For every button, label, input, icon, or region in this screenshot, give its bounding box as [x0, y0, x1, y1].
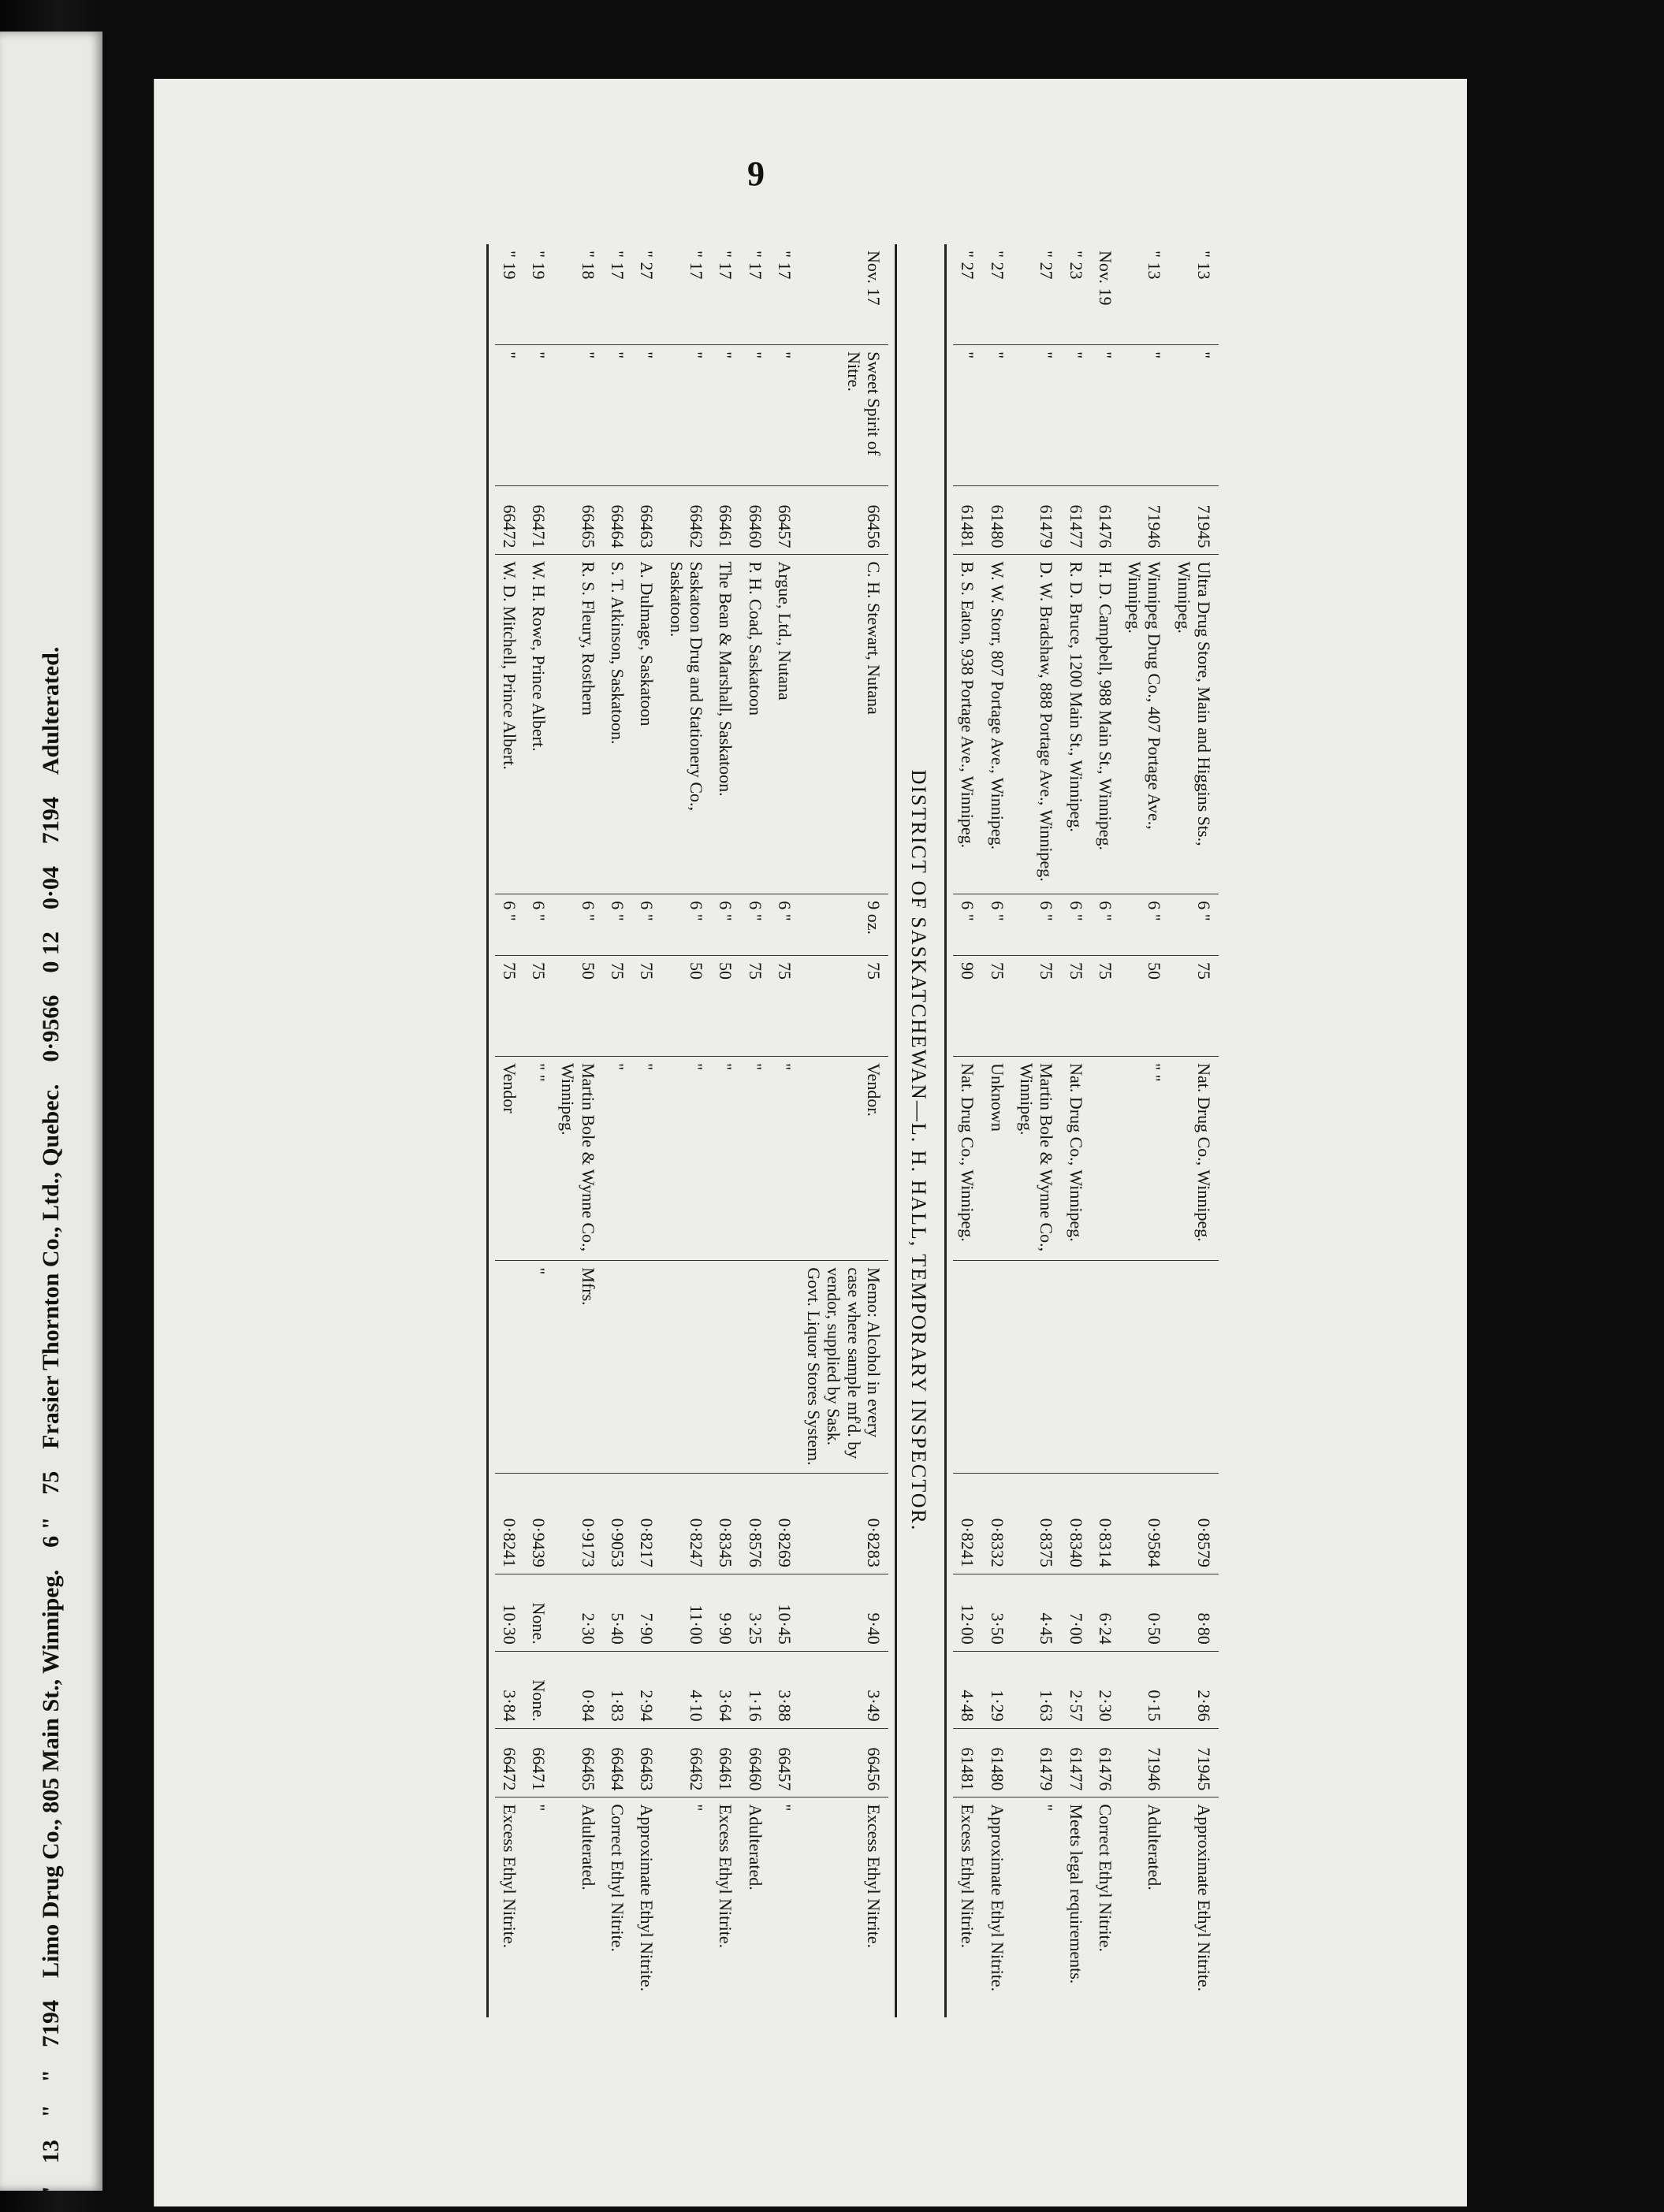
price-cell: 75 — [524, 955, 553, 1056]
table-row — [1091, 244, 1120, 2017]
article-cell: " — [1169, 345, 1219, 486]
previous-page-cell: Limo Drug Co., 805 Main St., Winnipeg. — [38, 1569, 64, 1979]
quantity-cell: 6 " — [603, 894, 632, 956]
date-cell: Nov. 17 — [864, 251, 884, 306]
vendor-cell: S. T. Atkinson, Saskatoon. — [603, 555, 632, 894]
vendor-cell: W. W. Storr, 807 Portage Ave., Winnipeg. — [982, 555, 1011, 894]
table-row — [982, 244, 1011, 2017]
alcohol-cell: 11·00 — [661, 1574, 711, 1651]
price-cell: 75 — [770, 955, 799, 1056]
date-cell: " 17 — [686, 251, 706, 280]
quantity-cell: 6 " — [711, 894, 740, 956]
quantity-cell: 6 " — [661, 894, 711, 956]
table-row — [1012, 244, 1062, 2017]
price-cell: 50 — [1120, 955, 1170, 1056]
table-row — [495, 244, 524, 2017]
sample-number-repeat-cell: 66462 — [661, 1728, 711, 1797]
result-cell: Adulterated. — [553, 1797, 603, 2017]
remark-cell — [982, 1261, 1011, 1473]
previous-page-cell: " — [38, 2185, 64, 2199]
article-cell: " — [770, 345, 799, 486]
table-row — [711, 244, 740, 2017]
previous-page-cell: 6 " — [38, 1516, 64, 1548]
specific-gravity-cell: 0·8375 — [1012, 1473, 1062, 1574]
remark-cell — [1169, 1261, 1219, 1473]
sample-number-repeat-cell: 61480 — [982, 1728, 1011, 1797]
table-row — [1061, 244, 1090, 2017]
sample-number-cell: 71946 — [1120, 485, 1170, 555]
nitrite-cell: 1·16 — [740, 1651, 769, 1728]
remark-cell — [1012, 1261, 1062, 1473]
alcohol-cell: 10·30 — [495, 1574, 524, 1651]
vendor-cell: D. W. Bradshaw, 888 Portage Ave., Winnipeg. — [1012, 555, 1062, 894]
result-cell: Excess Ethyl Nitrite. — [711, 1797, 740, 2017]
nitrite-cell: 3·64 — [711, 1651, 740, 1728]
result-cell: Approximate Ethyl Nitrite. — [1169, 1797, 1219, 2017]
remark-cell — [740, 1261, 769, 1473]
price-cell: 75 — [1169, 955, 1219, 1056]
specific-gravity-cell: 0·9173 — [553, 1473, 603, 1574]
previous-page-cell: " — [38, 2104, 64, 2118]
alcohol-cell: 7·00 — [1061, 1574, 1090, 1651]
nitrite-cell: 4·10 — [661, 1651, 711, 1728]
sample-number-repeat-cell: 66463 — [632, 1728, 661, 1797]
remark-cell — [1091, 1261, 1120, 1473]
bottom-rule — [486, 244, 489, 2017]
price-cell: 75 — [1061, 955, 1090, 1056]
manufacturer-cell: Nat. Drug Co., Winnipeg. — [1169, 1057, 1219, 1261]
manufacturer-cell: Martin Bole & Wynne Co., Winnipeg. — [1012, 1057, 1062, 1261]
remark-cell: " — [524, 1261, 553, 1473]
date-cell: " 19 — [529, 251, 549, 280]
date-cell: " 27 — [637, 251, 657, 280]
sample-number-repeat-cell: 66457 — [770, 1728, 799, 1797]
sample-number-cell: 66471 — [524, 485, 553, 555]
sample-number-repeat-cell: 71946 — [1120, 1728, 1170, 1797]
alcohol-cell: 8·80 — [1169, 1574, 1219, 1651]
article-cell: Sweet Spirit of Nitre. — [799, 345, 888, 486]
date-cell: " 17 — [716, 251, 736, 280]
sample-number-cell: 66472 — [495, 485, 524, 555]
alcohol-cell: 9·90 — [711, 1574, 740, 1651]
remark-cell: Mfrs. — [553, 1261, 603, 1473]
result-cell: " — [524, 1797, 553, 2017]
manufacturer-cell — [1091, 1057, 1120, 1261]
result-cell: Meets legal requirements. — [1061, 1797, 1090, 2017]
previous-page-cell: " — [38, 2069, 64, 2083]
price-cell: 50 — [553, 955, 603, 1056]
date-cell: " 23 — [1066, 251, 1086, 280]
previous-page-cell: 7194 — [38, 2000, 64, 2048]
vendor-cell: W. D. Mitchell, Prince Albert. — [495, 555, 524, 894]
table-row — [524, 244, 553, 2017]
price-cell: 50 — [661, 955, 711, 1056]
manufacturer-cell: " — [770, 1057, 799, 1261]
manufacturer-cell: Vendor — [495, 1057, 524, 1261]
quantity-cell: 6 " — [524, 894, 553, 956]
sample-number-cell: 61476 — [1091, 485, 1120, 555]
specific-gravity-cell: 0·8217 — [632, 1473, 661, 1574]
previous-page-cell: 0·9566 — [38, 994, 64, 1062]
sample-number-repeat-cell: 66460 — [740, 1728, 769, 1797]
sample-number-repeat-cell: 66464 — [603, 1728, 632, 1797]
specific-gravity-cell: 0·8314 — [1091, 1473, 1120, 1574]
upper-ledger-table — [953, 244, 1219, 2017]
alcohol-cell: 7·90 — [632, 1574, 661, 1651]
manufacturer-cell: " — [661, 1057, 711, 1261]
date-cell: " 18 — [578, 251, 598, 280]
alcohol-cell: 10·45 — [770, 1574, 799, 1651]
sample-number-cell: 66456 — [799, 485, 888, 555]
quantity-cell: 6 " — [495, 894, 524, 956]
specific-gravity-cell: 0·9053 — [603, 1473, 632, 1574]
article-cell: " — [1012, 345, 1062, 486]
result-cell: Excess Ethyl Nitrite. — [495, 1797, 524, 2017]
date-cell: " 13 — [1145, 251, 1165, 280]
sample-number-repeat-cell: 61481 — [953, 1728, 982, 1797]
price-cell: 75 — [495, 955, 524, 1056]
manufacturer-cell: Unknown — [982, 1057, 1011, 1261]
sample-number-cell: 66463 — [632, 485, 661, 555]
article-cell: " — [632, 345, 661, 486]
article-cell: " — [1091, 345, 1120, 486]
previous-page-cell: Frasier Thornton Co., Ltd., Quebec. — [38, 1084, 64, 1449]
previous-page-cell: 0·04 — [38, 866, 64, 910]
sample-number-repeat-cell: 61477 — [1061, 1728, 1090, 1797]
article-cell: " — [661, 345, 711, 486]
table-row — [603, 244, 632, 2017]
previous-page-cell: 75 — [38, 1470, 64, 1495]
sample-number-cell: 61481 — [953, 485, 982, 555]
price-cell: 75 — [740, 955, 769, 1056]
vendor-cell: The Bean & Marshall, Saskatoon. — [711, 555, 740, 894]
vendor-cell: P. H. Coad, Saskatoon — [740, 555, 769, 894]
sample-number-repeat-cell: 66465 — [553, 1728, 603, 1797]
previous-page-cell: Adulterated. — [38, 646, 64, 775]
manufacturer-cell: Martin Bole & Wynne Co., Winnipeg. — [553, 1057, 603, 1261]
date-cell: " 17 — [608, 251, 628, 280]
table-row — [632, 244, 661, 2017]
price-cell: 75 — [603, 955, 632, 1056]
vendor-cell: H. D. Campbell, 988 Main St., Winnipeg. — [1091, 555, 1120, 894]
vendor-cell: C. H. Stewart, Nutana — [799, 555, 888, 894]
table-row — [661, 244, 711, 2017]
price-cell: 75 — [632, 955, 661, 1056]
table-row — [953, 244, 982, 2017]
quantity-cell: 6 " — [1120, 894, 1170, 956]
specific-gravity-cell: 0·9584 — [1120, 1473, 1170, 1574]
manufacturer-cell: " — [603, 1057, 632, 1261]
sample-number-repeat-cell: 66472 — [495, 1728, 524, 1797]
nitrite-cell: 0·84 — [553, 1651, 603, 1728]
section-rule — [895, 244, 897, 2017]
alcohol-cell: 3·50 — [982, 1574, 1011, 1651]
specific-gravity-cell: 0·8345 — [711, 1473, 740, 1574]
vendor-cell: A. Dulmage, Saskatoon — [632, 555, 661, 894]
article-cell: " — [495, 345, 524, 486]
quantity-cell: 6 " — [1091, 894, 1120, 956]
alcohol-cell: 9·40 — [799, 1574, 888, 1651]
sample-number-cell: 61479 — [1012, 485, 1062, 555]
nitrite-cell: 3·49 — [799, 1651, 888, 1728]
table-row — [740, 244, 769, 2017]
district-heading: DISTRICT OF SASKATCHEWAN—L. H. HALL, TEMPORARY INSPECTOR. — [907, 769, 931, 1532]
manufacturer-cell: Nat. Drug Co., Winnipeg. — [1061, 1057, 1090, 1261]
lower-ledger-table — [495, 244, 888, 2017]
result-cell: Excess Ethyl Nitrite. — [799, 1797, 888, 2017]
nitrite-cell: 2·30 — [1091, 1651, 1120, 1728]
nitrite-cell: 3·88 — [770, 1651, 799, 1728]
date-cell: " 19 — [499, 251, 519, 280]
manufacturer-cell: Vendor. — [799, 1057, 888, 1261]
specific-gravity-cell: 0·8241 — [495, 1473, 524, 1574]
result-cell: Adulterated. — [1120, 1797, 1170, 2017]
result-cell: Correct Ethyl Nitrite. — [1091, 1797, 1120, 2017]
quantity-cell: 6 " — [1012, 894, 1062, 956]
section-rule — [944, 244, 947, 2017]
sample-number-cell: 61477 — [1061, 485, 1090, 555]
alcohol-cell: 0·50 — [1120, 1574, 1170, 1651]
sample-number-cell: 66457 — [770, 485, 799, 555]
sample-number-repeat-cell: 66456 — [799, 1728, 888, 1797]
table-row — [553, 244, 603, 2017]
date-cell: " 13 — [1194, 251, 1214, 280]
quantity-cell: 6 " — [770, 894, 799, 956]
article-cell: " — [1061, 345, 1090, 486]
specific-gravity-cell: 0·8340 — [1061, 1473, 1090, 1574]
quantity-cell: 6 " — [1061, 894, 1090, 956]
quantity-cell: 6 " — [632, 894, 661, 956]
remark-cell — [1061, 1261, 1090, 1473]
vendor-cell: Winnipeg Drug Co., 407 Portage Ave., Winnipeg. — [1120, 555, 1170, 894]
specific-gravity-cell: 0·9439 — [524, 1473, 553, 1574]
previous-page-header-row — [4, 71, 99, 2199]
vendor-cell: B. S. Eaton, 938 Portage Ave., Winnipeg. — [953, 555, 982, 894]
specific-gravity-cell: 0·8332 — [982, 1473, 1011, 1574]
result-cell: Correct Ethyl Nitrite. — [603, 1797, 632, 2017]
article-cell: " — [711, 345, 740, 486]
nitrite-cell: 3·84 — [495, 1651, 524, 1728]
sample-number-cell: 66465 — [553, 485, 603, 555]
date-cell: " 17 — [774, 251, 795, 280]
sample-number-cell: 66461 — [711, 485, 740, 555]
nitrite-cell: 1·63 — [1012, 1651, 1062, 1728]
specific-gravity-cell: 0·8579 — [1169, 1473, 1219, 1574]
remark-cell — [953, 1261, 982, 1473]
manufacturer-cell: " — [632, 1057, 661, 1261]
quantity-cell: 6 " — [982, 894, 1011, 956]
nitrite-cell: 2·86 — [1169, 1651, 1219, 1728]
price-cell: 75 — [1091, 955, 1120, 1056]
manufacturer-cell: " " — [524, 1057, 553, 1261]
table-row — [770, 244, 799, 2017]
specific-gravity-cell: 0·8283 — [799, 1473, 888, 1574]
table-row — [799, 244, 888, 2017]
manufacturer-cell: " — [711, 1057, 740, 1261]
date-cell: " 17 — [745, 251, 765, 280]
result-cell: " — [661, 1797, 711, 2017]
remark-cell — [661, 1261, 711, 1473]
price-cell: 75 — [1012, 955, 1062, 1056]
alcohol-cell: 2·30 — [553, 1574, 603, 1651]
remark-cell — [632, 1261, 661, 1473]
result-cell: Adulterated. — [740, 1797, 769, 2017]
sample-number-cell: 71945 — [1169, 485, 1219, 555]
table-row — [1120, 244, 1170, 2017]
page-number: 9 — [747, 154, 765, 193]
nitrite-cell: None. — [524, 1651, 553, 1728]
vendor-cell: R. D. Bruce, 1200 Main St., Winnipeg. — [1061, 555, 1090, 894]
date-cell: Nov. 19 — [1095, 251, 1115, 306]
remark-cell — [603, 1261, 632, 1473]
remark-cell — [711, 1261, 740, 1473]
previous-page-sliver — [0, 32, 102, 2199]
remark-cell — [770, 1261, 799, 1473]
alcohol-cell: 4·45 — [1012, 1574, 1062, 1651]
price-cell: 90 — [953, 955, 982, 1056]
sample-number-cell: 66462 — [661, 485, 711, 555]
table-row — [1169, 244, 1219, 2017]
quantity-cell: 6 " — [1169, 894, 1219, 956]
sample-number-repeat-cell: 61476 — [1091, 1728, 1120, 1797]
result-cell: " — [770, 1797, 799, 2017]
quantity-cell: 6 " — [953, 894, 982, 956]
alcohol-cell: 5·40 — [603, 1574, 632, 1651]
nitrite-cell: 1·29 — [982, 1651, 1011, 1728]
sample-number-repeat-cell: 71945 — [1169, 1728, 1219, 1797]
result-cell: Excess Ethyl Nitrite. — [953, 1797, 982, 2017]
remark-cell — [1120, 1261, 1170, 1473]
specific-gravity-cell: 0·8269 — [770, 1473, 799, 1574]
article-cell: " — [524, 345, 553, 486]
sample-number-cell: 66460 — [740, 485, 769, 555]
vendor-cell: Saskatoon Drug and Stationery Co., Saskatoon. — [661, 555, 711, 894]
article-cell: " — [1120, 345, 1170, 486]
result-cell: Approximate Ethyl Nitrite. — [982, 1797, 1011, 2017]
vendor-cell: W. H. Rowe, Prince Albert. — [524, 555, 553, 894]
specific-gravity-cell: 0·8576 — [740, 1473, 769, 1574]
sample-number-cell: 61480 — [982, 485, 1011, 555]
remark-cell: Memo: Alcohol in every case where sample mf'd. by vendor, supplied by Sask. Govt. Liquor Stores System. — [799, 1261, 888, 1473]
nitrite-cell: 2·94 — [632, 1651, 661, 1728]
price-cell: 50 — [711, 955, 740, 1056]
sample-number-repeat-cell: 61479 — [1012, 1728, 1062, 1797]
vendor-cell: Ultra Drug Store, Main and Higgins Sts., Winnipeg. — [1169, 555, 1219, 894]
specific-gravity-cell: 0·8241 — [953, 1473, 982, 1574]
manufacturer-cell: Nat. Drug Co., Winnipeg. — [953, 1057, 982, 1261]
nitrite-cell: 4·48 — [953, 1651, 982, 1728]
nitrite-cell: 1·83 — [603, 1651, 632, 1728]
article-cell: " — [953, 345, 982, 486]
result-cell: " — [1012, 1797, 1062, 2017]
nitrite-cell: 2·57 — [1061, 1651, 1090, 1728]
previous-page-cell: 13 — [38, 2140, 64, 2164]
alcohol-cell: None. — [524, 1574, 553, 1651]
price-cell: 75 — [982, 955, 1011, 1056]
article-cell: " — [553, 345, 603, 486]
sample-number-cell: 66464 — [603, 485, 632, 555]
previous-page-cell: 7194 — [38, 797, 64, 845]
sample-number-repeat-cell: 66461 — [711, 1728, 740, 1797]
quantity-cell: 6 " — [740, 894, 769, 956]
date-cell: " 27 — [1037, 251, 1057, 280]
sample-number-repeat-cell: 66471 — [524, 1728, 553, 1797]
date-cell: " 27 — [958, 251, 978, 280]
result-cell: Approximate Ethyl Nitrite. — [632, 1797, 661, 2017]
nitrite-cell: 0·15 — [1120, 1651, 1170, 1728]
article-cell: " — [982, 345, 1011, 486]
manufacturer-cell: " — [740, 1057, 769, 1261]
alcohol-cell: 12·00 — [953, 1574, 982, 1651]
document-page — [154, 79, 1467, 2206]
quantity-cell: 9 oz. — [799, 894, 888, 956]
specific-gravity-cell: 0·8247 — [661, 1473, 711, 1574]
previous-page-cell: 0 12 — [38, 931, 64, 973]
article-cell: " — [740, 345, 769, 486]
article-cell: " — [603, 345, 632, 486]
alcohol-cell: 3·25 — [740, 1574, 769, 1651]
rotated-table-region — [194, 244, 1219, 2057]
alcohol-cell: 6·24 — [1091, 1574, 1120, 1651]
price-cell: 75 — [799, 955, 888, 1056]
vendor-cell: R. S. Fleury, Rosthern — [553, 555, 603, 894]
manufacturer-cell: " " — [1120, 1057, 1170, 1261]
remark-cell — [495, 1261, 524, 1473]
date-cell: " 27 — [987, 251, 1007, 280]
quantity-cell: 6 " — [553, 894, 603, 956]
vendor-cell: Argue, Ltd., Nutana — [770, 555, 799, 894]
